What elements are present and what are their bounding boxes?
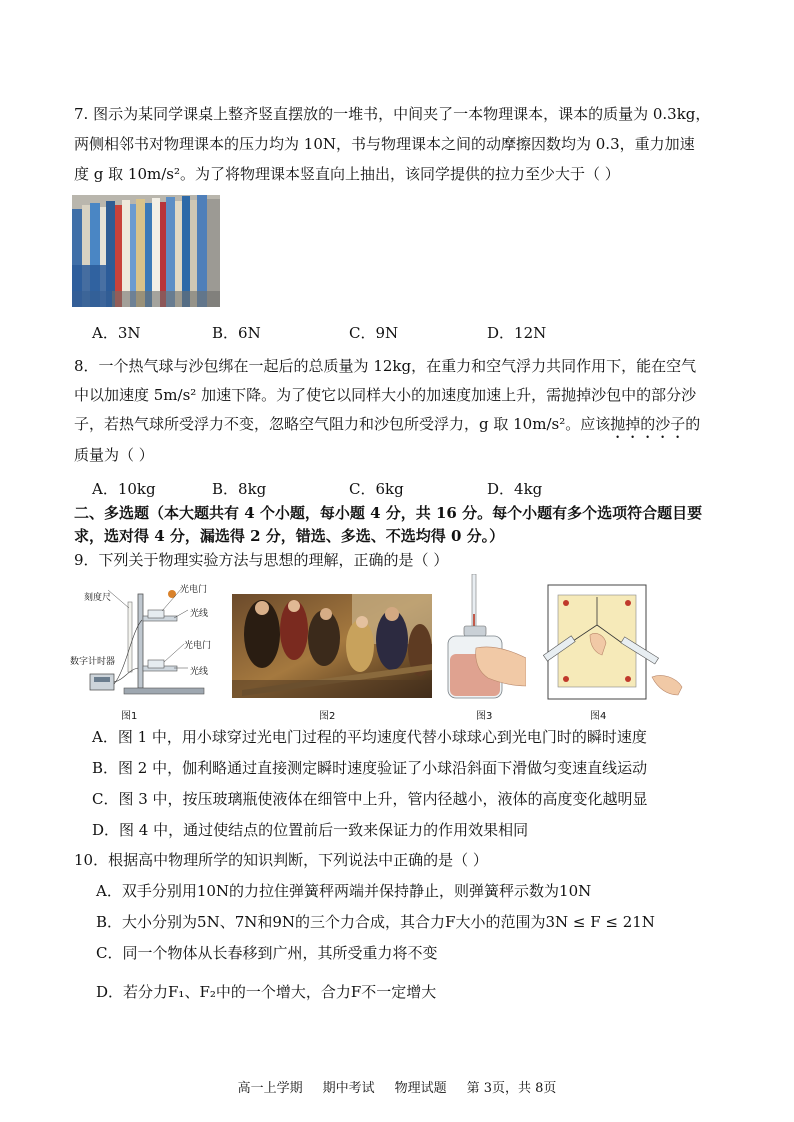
q8-option-d[interactable]: D．4kg bbox=[487, 480, 543, 498]
fig1-label-beam1: 光线 bbox=[190, 609, 209, 619]
q9-option-d[interactable]: D．图 4 中，通过使结点的位置前后一致来保证力的作用效果相同 bbox=[92, 821, 529, 839]
fig1-label-ruler: 刻度尺 bbox=[84, 593, 112, 603]
q9-figure3-caption: 图3 bbox=[476, 711, 493, 722]
q9-option-a[interactable]: A．图 1 中，用小球穿过光电门过程的平均速度代替小球球心到光电门时的瞬时速度 bbox=[92, 728, 647, 746]
q7-stem-line3: 度 g 取 10m/s²。为了将物理课本竖直向上抽出，该同学提供的拉力至少大于（ ） bbox=[74, 165, 620, 183]
fig1-label-beam2: 光线 bbox=[190, 667, 209, 677]
q7-option-c[interactable]: C．9N bbox=[349, 324, 399, 342]
q8-stem-line2: 中以加速度 5m/s² 加速下降。为了使它以同样大小的加速度加速上升，需抛掉沙包中的部分沙 bbox=[74, 386, 697, 404]
q9-figure2-painting bbox=[232, 594, 432, 698]
q7-stem-line2: 两侧相邻书对物理课本的压力均为 10N，书与物理课本之间的动摩擦因数均为 0.3，重力加速 bbox=[74, 135, 695, 153]
q10-stem: 10．根据高中物理所学的知识判断，下列说法中正确的是（ ） bbox=[74, 851, 488, 869]
q8-option-b[interactable]: B．8kg bbox=[212, 480, 267, 498]
section2-heading-line1: 二、多选题（本大题共有 4 个小题，每小题 4 分，共 16 分。每个小题有多个选项符合题目要 bbox=[74, 504, 703, 522]
q9-figure1-caption: 图1 bbox=[121, 711, 138, 722]
page-footer bbox=[0, 1077, 794, 1096]
q9-option-c[interactable]: C．图 3 中，按压玻璃瓶使液体在细管中上升，管内径越小，液体的高度变化越明显 bbox=[92, 790, 648, 808]
q10-option-c[interactable]: C．同一个物体从长春移到广州，其所受重力将不变 bbox=[96, 944, 438, 962]
q9-figure4-force-board bbox=[540, 583, 684, 703]
q7-stem-line1: 7. 图示为某同学课桌上整齐竖直摆放的一堆书，中间夹了一本物理课本，课本的质量为 0.3kg， bbox=[74, 105, 711, 123]
q9-figure4-caption: 图4 bbox=[590, 711, 607, 722]
q9-figure2-caption: 图2 bbox=[319, 711, 336, 722]
q8-option-a[interactable]: A．10kg bbox=[92, 480, 156, 498]
footer-exam: 期中考试 bbox=[322, 1081, 375, 1096]
footer-page-number: 第 3页，共 8页 bbox=[466, 1081, 557, 1096]
q9-figure3-bottle bbox=[436, 574, 526, 702]
q8-stem-line1: 8．一个热气球与沙包绑在一起后的总质量为 12kg，在重力和空气浮力共同作用下，能在空气 bbox=[74, 357, 697, 375]
q9-stem: 9．下列关于物理实验方法与思想的理解，正确的是（ ） bbox=[74, 551, 449, 569]
q7-option-d[interactable]: D．12N bbox=[487, 324, 547, 342]
q7-option-a[interactable]: A．3N bbox=[92, 324, 141, 342]
footer-subject: 物理试题 bbox=[394, 1081, 447, 1096]
footer-term: 高一上学期 bbox=[237, 1081, 303, 1096]
fig1-label-gate1: 光电门 bbox=[180, 585, 208, 595]
section2-heading-line2: 求，选对得 4 分，漏选得 2 分，错选、多选、不选均得 0 分。） bbox=[74, 527, 505, 545]
q8-option-c[interactable]: C．6kg bbox=[349, 480, 404, 498]
q9-option-b[interactable]: B．图 2 中，伽利略通过直接测定瞬时速度验证了小球沿斜面下滑做匀变速直线运动 bbox=[92, 759, 648, 777]
q10-option-d[interactable]: D．若分力F₁、F₂中的一个增大，合力F不一定增大 bbox=[96, 983, 437, 1001]
q7-option-b[interactable]: B．6N bbox=[212, 324, 261, 342]
q7-books-photo bbox=[72, 195, 220, 307]
fig1-label-timer: 数字计时器 bbox=[70, 657, 116, 667]
q8-stem-line3: 子，若热气球所受浮力不变，忽略空气阻力和沙包所受浮力，g 取 10m/s²。应该抛掉的沙子的 bbox=[74, 415, 701, 433]
fig1-label-gate2: 光电门 bbox=[184, 641, 212, 651]
q8-stem-line4: 质量为（ ） bbox=[74, 446, 154, 464]
q10-option-a[interactable]: A．双手分别用10N的力拉住弹簧秤两端并保持静止，则弹簧秤示数为10N bbox=[96, 882, 592, 900]
q10-option-b[interactable]: B．大小分别为5N、7N和9N的三个力合成，其合力F大小的范围为3N ≤ F ≤ 21N bbox=[96, 913, 655, 931]
q9-figure1 bbox=[70, 580, 224, 702]
q8-emphasis-text: 抛掉的沙子 bbox=[610, 415, 686, 433]
